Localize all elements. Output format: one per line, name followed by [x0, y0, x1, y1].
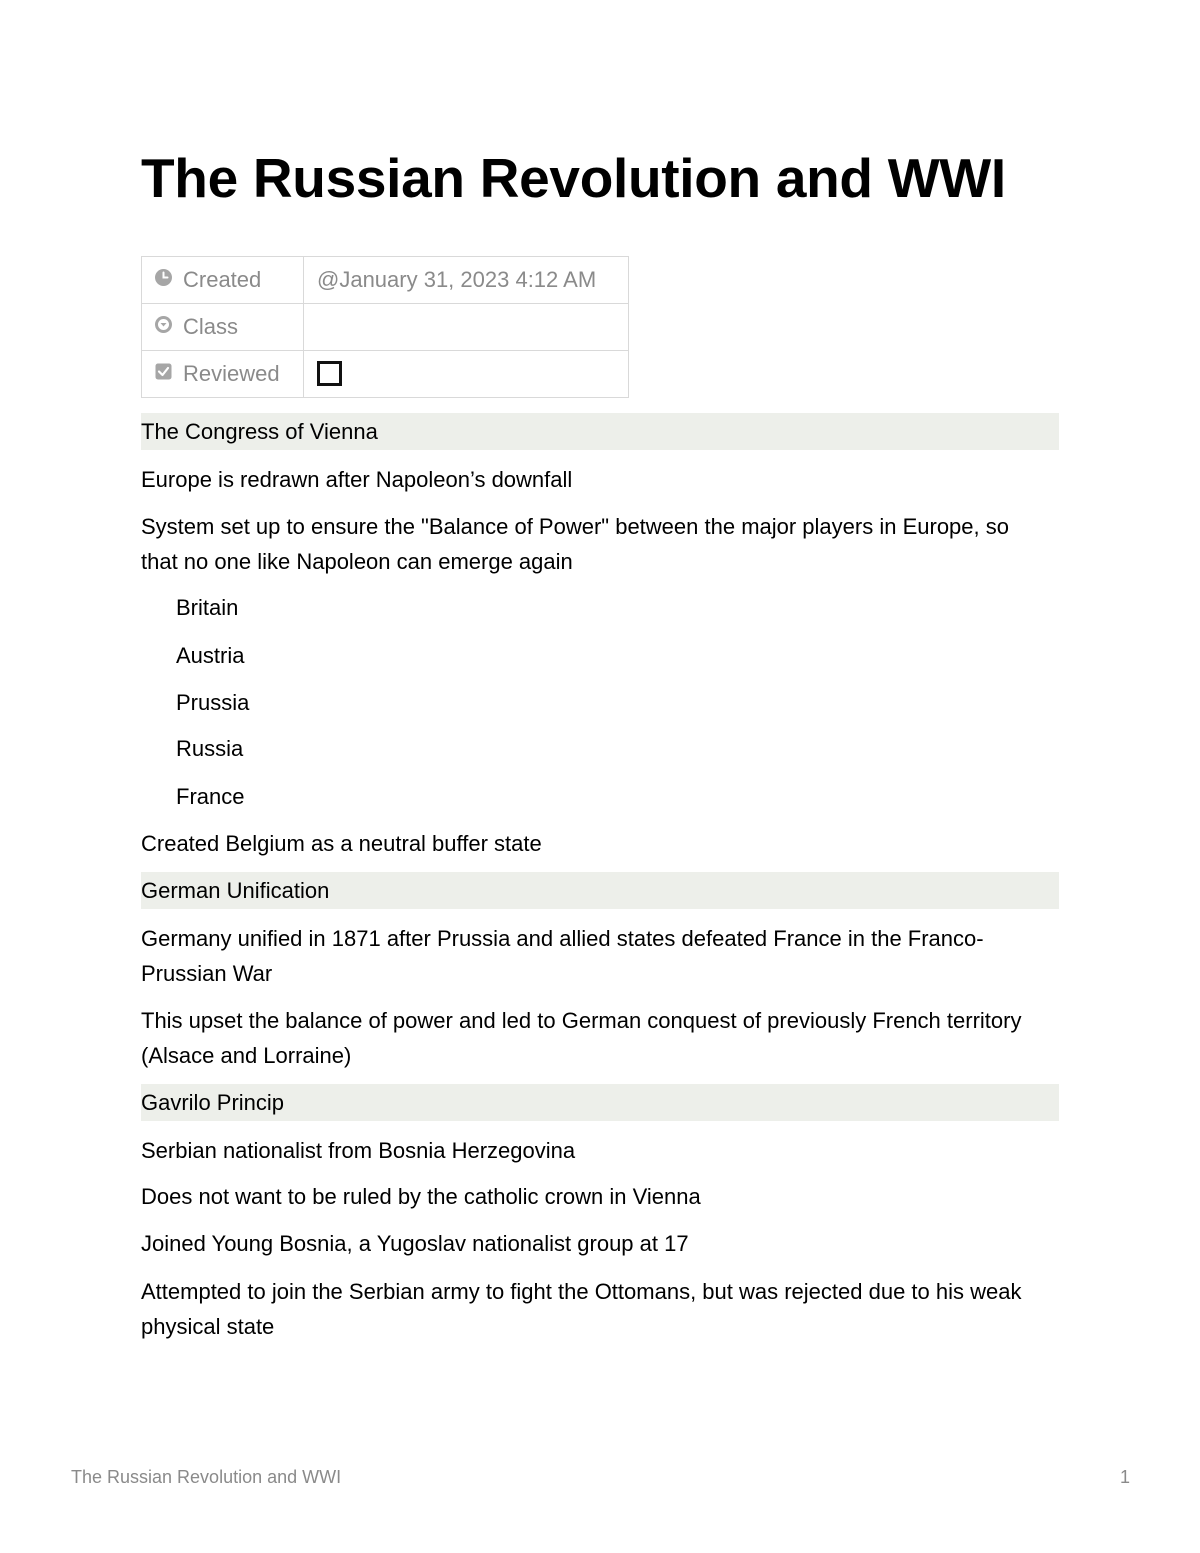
clock-icon [154, 267, 173, 293]
footer-title: The Russian Revolution and WWI [71, 1467, 342, 1487]
property-value-created[interactable]: @January 31, 2023 4:12 AM [304, 257, 629, 304]
property-key-reviewed [142, 351, 304, 398]
paragraph-princip-3: Joined Young Bosnia, a Yugoslav nationalist group at 17 [141, 1231, 689, 1256]
property-label-created: Created [183, 267, 262, 292]
reviewed-checkbox[interactable] [317, 361, 342, 386]
paragraph-princip-4: Attempted to join the Serbian army to fight the Ottomans, but was rejected due to his weak physical state [141, 1279, 1022, 1339]
properties-table [141, 256, 629, 398]
paragraph-unification-1: Germany unified in 1871 after Prussia and allied states defeated France in the Franco-Prussian War [141, 926, 984, 986]
property-label-reviewed: Reviewed [183, 361, 280, 386]
paragraph-princip-1: Serbian nationalist from Bosnia Herzegovina [141, 1138, 576, 1163]
list-item-power: Prussia [176, 690, 250, 715]
select-icon [154, 314, 173, 340]
page-title: The Russian Revolution and WWI [141, 147, 1006, 209]
paragraph-vienna-3: Created Belgium as a neutral buffer state [141, 831, 542, 856]
list-item-power: Britain [176, 595, 239, 620]
paragraph-unification-2: This upset the balance of power and led to German conquest of previously French territory (Alsace and Lorraine) [141, 1008, 1022, 1068]
property-key-created [142, 257, 304, 304]
property-row-created [142, 257, 629, 304]
checkbox-property-icon [154, 361, 173, 387]
property-row-class [142, 304, 629, 351]
property-value-reviewed [304, 351, 629, 398]
footer-page-number: 1 [1119, 1467, 1130, 1487]
paragraph-vienna-2: System set up to ensure the "Balance of Power" between the major players in Europe, so that no one like Napoleon can emerge again [141, 514, 1009, 574]
property-label-class: Class [183, 314, 239, 339]
paragraph-princip-2: Does not want to be ruled by the catholic crown in Vienna [141, 1184, 701, 1209]
section-heading-princip: Gavrilo Princip [141, 1084, 1059, 1121]
section-heading-vienna: The Congress of Vienna [141, 413, 1059, 450]
list-item-power: Russia [176, 736, 244, 761]
property-row-reviewed [142, 351, 629, 398]
section-heading-unification: German Unification [141, 872, 1059, 909]
paragraph-vienna-1: Europe is redrawn after Napoleon’s downfall [141, 467, 573, 492]
list-item-power: France [176, 784, 245, 809]
list-item-power: Austria [176, 643, 245, 668]
property-value-class[interactable] [304, 304, 629, 351]
property-key-class [142, 304, 304, 351]
